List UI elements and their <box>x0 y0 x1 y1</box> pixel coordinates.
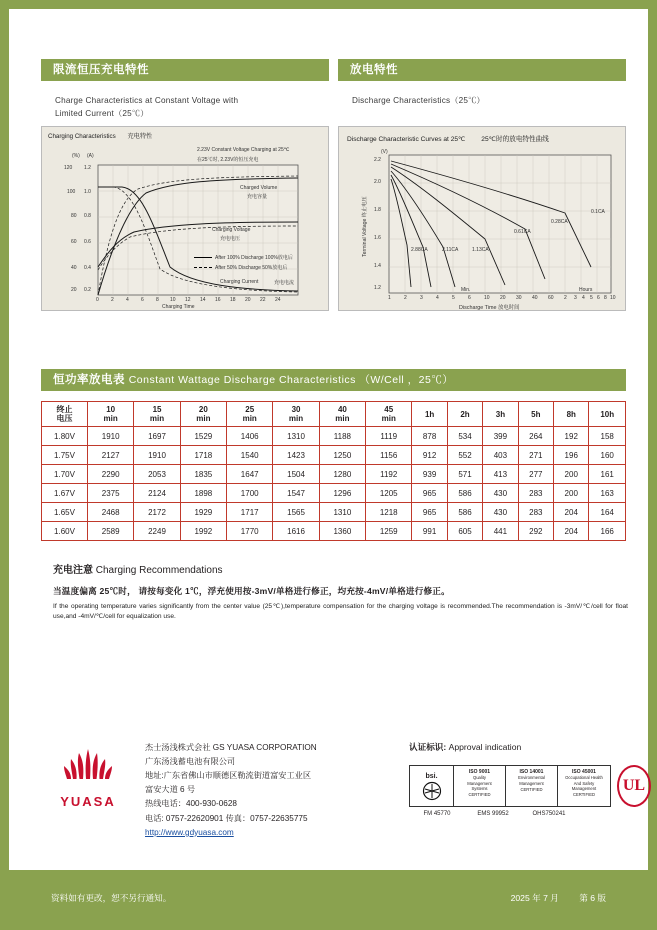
cell: 2053 <box>134 465 180 484</box>
cert-iso14001: ISO 14001 Environmental Management CERTIFIED <box>506 766 558 806</box>
charge-chart-subtitle-cn: 在25℃时, 2.23V的恒压充电 <box>197 157 259 164</box>
cell: 991 <box>412 522 447 541</box>
yuasa-logo <box>49 747 127 809</box>
cell: 586 <box>447 503 482 522</box>
cert-num-45001: OHS750241 <box>532 811 566 817</box>
cell: 192 <box>554 427 589 446</box>
cell: 1910 <box>134 446 180 465</box>
cell: 1423 <box>273 446 319 465</box>
cell: 1770 <box>227 522 273 541</box>
cell: 1565 <box>273 503 319 522</box>
cell: 1310 <box>319 503 365 522</box>
cell: 1119 <box>366 427 412 446</box>
cell-voltage: 1.65V <box>42 503 88 522</box>
cell: 965 <box>412 484 447 503</box>
ul-mark-icon: UL <box>617 765 651 807</box>
discharge-chart-y-label: Terminal Voltage 终止电压 <box>362 196 368 258</box>
cell: 441 <box>483 522 518 541</box>
charge-chart-column <box>41 59 329 311</box>
discharge-chart-column <box>338 59 626 311</box>
charge-chart-caption-line2: Limited Current（25℃） <box>55 109 149 119</box>
approval-heading <box>409 741 521 753</box>
page-inner <box>9 9 648 930</box>
col-8h: 8h <box>554 402 589 427</box>
cell: 1540 <box>227 446 273 465</box>
footer-date: 2025 年 7 月 <box>510 893 559 903</box>
cell: 1296 <box>319 484 365 503</box>
table-header-row <box>42 402 626 427</box>
company-line-3: 地址:广东省佛山市顺德区勒流街道富安工业区 <box>145 771 312 781</box>
charge-chart-caption-line1: Charge Characteristics at Constant Voltage with <box>55 96 239 105</box>
col-15min: 15 min <box>134 402 180 427</box>
charge-chart-subtitle-en: 2.23V Constant Voltage Charging at 25℃ <box>197 147 290 154</box>
cell: 277 <box>518 465 553 484</box>
cell: 1898 <box>180 484 226 503</box>
discharge-curve-label-4: 0.61CA <box>514 229 531 236</box>
bsi-kitemark-icon <box>421 781 443 801</box>
cell: 2127 <box>88 446 134 465</box>
cell: 1310 <box>273 427 319 446</box>
approval-heading-en: Approval indication <box>446 742 522 752</box>
col-10h: 10h <box>589 402 626 427</box>
charge-chart-legend-2: After 50% Discharge 50%放电后 <box>194 264 287 271</box>
cell: 1188 <box>319 427 365 446</box>
cell: 1406 <box>227 427 273 446</box>
discharge-chart-caption-line1: Discharge Characteristics（25℃） <box>352 96 485 105</box>
discharge-curve-label-1: 2.88CA <box>411 247 428 254</box>
table-row <box>42 465 626 484</box>
cell: 2375 <box>88 484 134 503</box>
cell: 1835 <box>180 465 226 484</box>
cell: 1504 <box>273 465 319 484</box>
col-25min: 25 min <box>227 402 273 427</box>
cell: 164 <box>589 503 626 522</box>
cell: 1360 <box>319 522 365 541</box>
annot-charging-current-cn: 充电电流 <box>274 280 295 287</box>
certificate-numbers <box>409 811 577 817</box>
company-line-4: 富安大道 6 号 <box>145 785 196 795</box>
cell: 1647 <box>227 465 273 484</box>
annot-charged-volume-cn: 充电容量 <box>247 194 268 201</box>
cell: 264 <box>518 427 553 446</box>
discharge-chart-plot <box>339 127 626 311</box>
cell: 271 <box>518 446 553 465</box>
bsi-logo <box>410 766 454 806</box>
cell: 1717 <box>227 503 273 522</box>
table-row <box>42 446 626 465</box>
discharge-chart-y-unit: (V) <box>381 149 388 156</box>
cell: 1205 <box>366 484 412 503</box>
cell: 571 <box>447 465 482 484</box>
cell: 1547 <box>273 484 319 503</box>
discharge-chart-inner-title-en: Discharge Characteristic Curves at 25℃ <box>347 136 466 144</box>
cell: 200 <box>554 465 589 484</box>
bsi-wordmark: bsi. <box>425 772 438 780</box>
company-line-2: 广东汤浅蓄电池有限公司 <box>145 757 236 767</box>
cell: 878 <box>412 427 447 446</box>
cell: 605 <box>447 522 482 541</box>
col-3h: 3h <box>483 402 518 427</box>
col-10min: 10 min <box>88 402 134 427</box>
charge-chart-header <box>41 59 329 81</box>
cell: 204 <box>554 503 589 522</box>
cell-voltage: 1.80V <box>42 427 88 446</box>
cell: 430 <box>483 503 518 522</box>
recommendations-title-en: Charging Recommendations <box>93 565 223 576</box>
discharge-chart-inner-title-cn: 25℃时的放电特性曲线 <box>481 136 549 144</box>
approval-heading-cn: 认证标识: <box>409 742 447 752</box>
discharge-curve-label-2: 2.11CA <box>442 247 459 254</box>
cell: 292 <box>518 522 553 541</box>
cell: 2124 <box>134 484 180 503</box>
annot-charged-volume: Charged Volume <box>240 185 278 192</box>
cell: 160 <box>589 446 626 465</box>
discharge-x-group-min: Min. <box>461 287 471 294</box>
cell: 430 <box>483 484 518 503</box>
cell: 166 <box>589 522 626 541</box>
wattage-header-en: Constant Wattage Discharge Characteristics （W/Cell ，25℃） <box>128 374 454 386</box>
cell: 413 <box>483 465 518 484</box>
bsi-certificate-box <box>409 765 611 807</box>
discharge-chart-x-label: Discharge Time 放电时间 <box>459 305 520 312</box>
cell: 1280 <box>319 465 365 484</box>
table-row <box>42 503 626 522</box>
table-row <box>42 427 626 446</box>
cell: 1929 <box>180 503 226 522</box>
recommendations-en-text: If the operating temperature varies significantly from the center value (25℃),temperature compensation for the charging voltage is recommended.The recommendation is -3mV/℃/cell for float use,and -4mV/℃/cell for equalization use. <box>53 603 628 621</box>
certification-marks <box>409 765 651 807</box>
col-40min: 40 min <box>319 402 365 427</box>
cell: 1910 <box>88 427 134 446</box>
cell: 1529 <box>180 427 226 446</box>
charge-chart-x-axis-label: Charging Time <box>162 304 195 311</box>
cell-voltage: 1.67V <box>42 484 88 503</box>
charge-chart-y-unit-percent: (%) <box>72 153 80 160</box>
col-45min: 45 min <box>366 402 412 427</box>
annot-charging-current: Charging Current <box>220 279 259 286</box>
annot-charging-voltage: Charging Voltage <box>212 227 251 234</box>
cell: 552 <box>447 446 482 465</box>
cell: 161 <box>589 465 626 484</box>
table-row <box>42 484 626 503</box>
discharge-chart-caption <box>352 94 626 120</box>
cell: 1700 <box>227 484 273 503</box>
cell: 163 <box>589 484 626 503</box>
cell: 1992 <box>180 522 226 541</box>
cert-num-14001: EMS 99952 <box>477 811 509 817</box>
cell-voltage: 1.70V <box>42 465 88 484</box>
discharge-chart-header-label: 放电特性 <box>350 64 398 76</box>
company-line-6: 电话: 0757-22620901 传真：0757-22635775 <box>145 813 308 823</box>
wattage-table <box>41 401 626 541</box>
footer-notice: 资料如有更改，恕不另行通知。 <box>51 893 172 903</box>
cell: 1192 <box>366 465 412 484</box>
cert-iso45001: ISO 45001 Occupational Health And Safety Management CERTIFIED <box>565 769 603 797</box>
wattage-header-cn: 恒功率放电表 <box>53 374 125 386</box>
cert-iso9001: ISO 9001 Quality Management Systems CERTIFIED <box>454 766 506 806</box>
charge-chart-inner-title-en: Charging Characteristics <box>48 133 116 141</box>
cell: 158 <box>589 427 626 446</box>
company-address <box>145 741 317 840</box>
wattage-section-header <box>41 369 626 391</box>
footer-date-version <box>511 892 606 904</box>
recommendations-title <box>53 561 628 576</box>
page-footer-band <box>9 870 648 930</box>
cell: 2172 <box>134 503 180 522</box>
cell: 204 <box>554 522 589 541</box>
charts-row <box>41 59 626 311</box>
cell: 1259 <box>366 522 412 541</box>
company-website-link[interactable]: http://www.gdyuasa.com <box>145 827 234 837</box>
annot-charging-voltage-cn: 充电电压 <box>220 236 241 243</box>
charge-chart-legend-1: After 100% Discharge 100%放电后 <box>194 254 293 261</box>
col-1h: 1h <box>412 402 447 427</box>
footer-version: 第 6 版 <box>579 893 606 903</box>
company-line-1: 杰士汤浅株式会社 GS YUASA CORPORATION <box>145 743 317 752</box>
discharge-x-group-hours: Hours <box>579 287 593 294</box>
cell: 2468 <box>88 503 134 522</box>
cell: 965 <box>412 503 447 522</box>
cell: 2249 <box>134 522 180 541</box>
recommendations-cn-text: 当温度偏离 25℃时， 请按每变化 1℃，浮充使用按-3mV/单格进行修正，均充按-4mV/单格进行修正。 <box>53 586 450 596</box>
discharge-curve-label-6: 0.1CA <box>591 209 605 216</box>
cell: 2589 <box>88 522 134 541</box>
cell: 399 <box>483 427 518 446</box>
table-row <box>42 522 626 541</box>
yuasa-flame-icon <box>57 747 119 787</box>
cell: 283 <box>518 503 553 522</box>
cell-voltage: 1.60V <box>42 522 88 541</box>
cell: 403 <box>483 446 518 465</box>
company-line-5: 热线电话：400-930-0628 <box>145 799 237 809</box>
col-terminal-voltage: 终止 电压 <box>42 402 88 427</box>
cert-num-9001: FM 45770 <box>423 811 451 817</box>
discharge-curve-label-5: 0.28CA <box>551 219 568 226</box>
cell: 586 <box>447 484 482 503</box>
cell: 1697 <box>134 427 180 446</box>
charge-chart-y-unit-amp: (A) <box>87 153 94 160</box>
cell: 1156 <box>366 446 412 465</box>
cell: 1718 <box>180 446 226 465</box>
cell: 1616 <box>273 522 319 541</box>
cell: 196 <box>554 446 589 465</box>
discharge-chart-figure: Discharge Characteristic Curves at 25℃ 25℃时的放电特性曲线 (V) 2.2 2.0 1.8 1.6 1.4 1.2 Terminal Voltage 终止电压 2.88CA 2.11CA 1.13CA 0.61CA 0.28CA 0.1CA 1 2 3 4 5 6 10 20 30 40 60 2 3 4 5 6 8 10 Min. Hours Discharge Time 放电时间 <box>338 126 626 311</box>
charge-chart-inner-title-cn: 充电特性 <box>127 133 153 141</box>
charge-chart-caption <box>55 94 329 120</box>
cell: 2290 <box>88 465 134 484</box>
cell: 939 <box>412 465 447 484</box>
cell: 912 <box>412 446 447 465</box>
col-30min: 30 min <box>273 402 319 427</box>
discharge-chart-header <box>338 59 626 81</box>
cell: 200 <box>554 484 589 503</box>
yuasa-wordmark: YUASA <box>60 794 116 809</box>
cell: 283 <box>518 484 553 503</box>
cell: 1250 <box>319 446 365 465</box>
col-2h: 2h <box>447 402 482 427</box>
col-5h: 5h <box>518 402 553 427</box>
cell-voltage: 1.75V <box>42 446 88 465</box>
cell: 534 <box>447 427 482 446</box>
col-20min: 20 min <box>180 402 226 427</box>
discharge-curve-label-3: 1.13CA <box>472 247 489 254</box>
recommendations-title-cn: 充电注意 <box>53 565 93 576</box>
cell: 1218 <box>366 503 412 522</box>
charge-chart-figure: Charging Characteristics 充电特性 2.23V Constant Voltage Charging at 25℃ 在25℃时, 2.23V的恒压充电 (%) (A) 120 1.2 100 1.0 80 0.8 60 0.6 40 0.4 20 0.2 Charged Volume 充电容量 Charging Voltage 充电电压 Charging Current 充电电流 After 100% Discharge 100%放电后 After 50% Discharge 50%放电后 0 2 4 6 8 10 12 14 16 18 20 22 24 Charging Time <box>41 126 329 311</box>
charge-chart-header-label: 限流恒压充电特性 <box>53 64 149 76</box>
charging-recommendations <box>53 561 628 622</box>
